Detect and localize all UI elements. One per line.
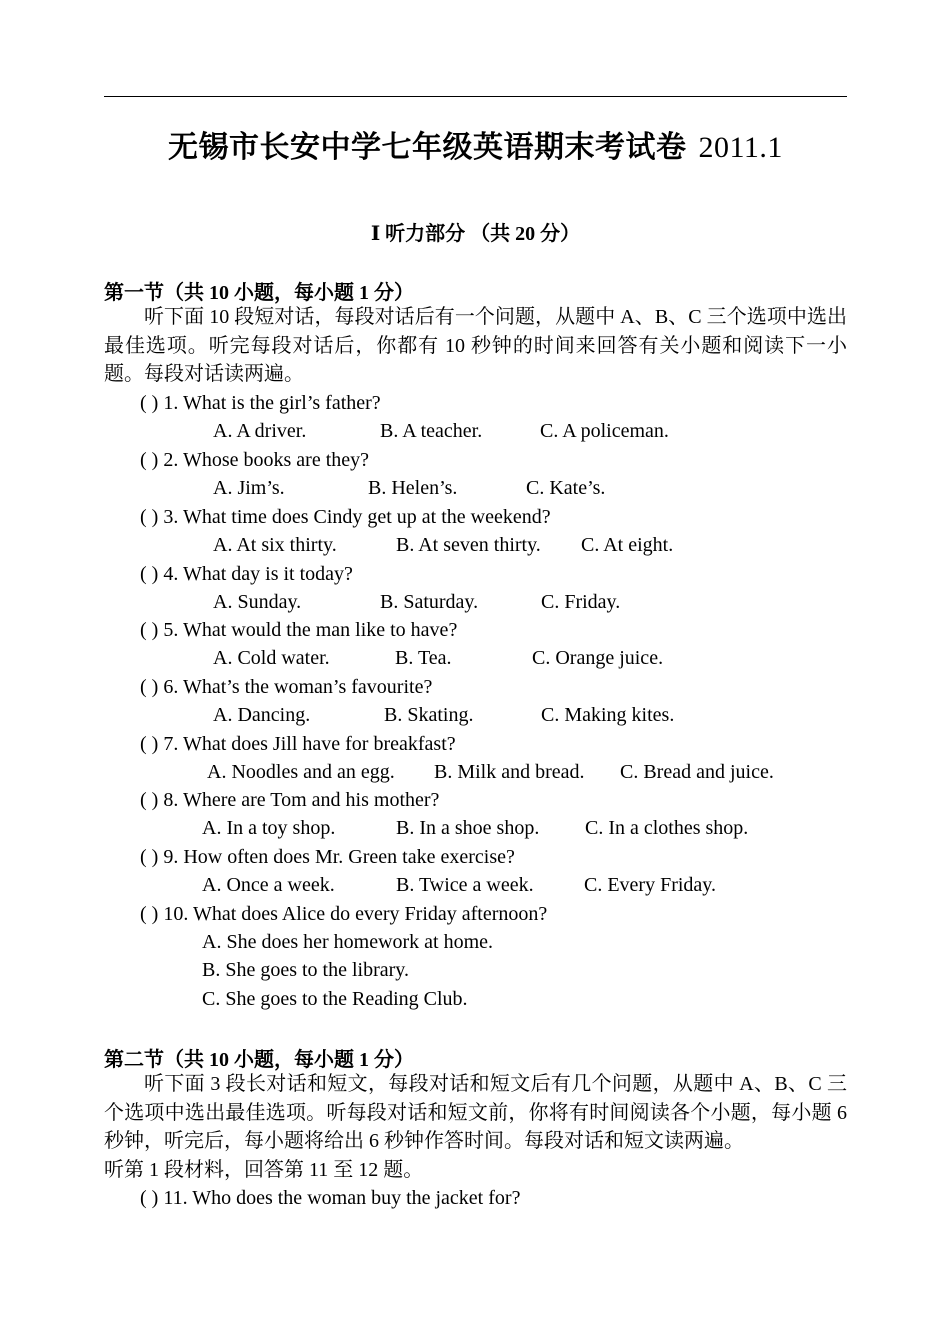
option-a: A. Sunday. xyxy=(213,591,302,613)
option-a: A. She does her homework at home. xyxy=(202,931,494,953)
option-b: B. Skating. xyxy=(384,704,474,726)
section-heading: 第一节（共 10 小题，每小题 1 分） xyxy=(104,282,414,304)
option-a: A. At six thirty. xyxy=(213,534,337,556)
material-note: 听第 1 段材料，回答第 11 至 12 题。 xyxy=(104,1159,424,1181)
option-b: B. Twice a week. xyxy=(396,874,534,896)
option-c: C. Kate’s. xyxy=(526,477,606,499)
option-a: A. Cold water. xyxy=(213,647,330,669)
option-c: C. Every Friday. xyxy=(584,874,717,896)
section-instructions: 听下面 10 段短对话，每段对话后有一个问题，从题中 A、B、C 三个选项中选出最佳选项。听完每段对话后，你都有 10 秒钟的时间来回答有关小题和阅读下一小题。每段对话读两遍。 xyxy=(104,306,847,385)
section-heading: 第二节（共 10 小题，每小题 1 分） xyxy=(104,1049,414,1071)
question-stem: ( ) 6. What’s the woman’s favourite? xyxy=(140,676,433,698)
option-b: B. At seven thirty. xyxy=(396,534,541,556)
option-c: C. Friday. xyxy=(541,591,621,613)
question-stem: ( ) 10. What does Alice do every Friday afternoon? xyxy=(140,903,548,925)
option-c: C. Bread and juice. xyxy=(620,761,774,783)
option-b: B. Saturday. xyxy=(380,591,479,613)
question-stem: ( ) 5. What would the man like to have? xyxy=(140,619,458,641)
question-stem: ( ) 4. What day is it today? xyxy=(140,563,353,585)
option-a: A. Once a week. xyxy=(202,874,335,896)
option-c: C. Making kites. xyxy=(541,704,675,726)
option-b: B. Tea. xyxy=(395,647,452,669)
section-instructions: 听下面 3 段长对话和短文，每段对话和短文后有几个问题，从题中 A、B、C 三个选项中选出最佳选项。听每段对话和短文前，你将有时间阅读各个小题，每小题 6 秒钟，听完后，每小题将给出 6 秒钟作答时间。每段对话和短文读两遍。 xyxy=(104,1073,847,1152)
question-stem: ( ) 11. Who does the woman buy the jacket for? xyxy=(140,1187,521,1209)
option-a: A. In a toy shop. xyxy=(202,817,336,839)
option-a: A. Jim’s. xyxy=(213,477,285,499)
option-c: C. Orange juice. xyxy=(532,647,664,669)
option-a: A. Noodles and an egg. xyxy=(207,761,395,783)
option-a: A. Dancing. xyxy=(213,704,311,726)
question-stem: ( ) 9. How often does Mr. Green take exercise? xyxy=(140,846,515,868)
question-stem: ( ) 1. What is the girl’s father? xyxy=(140,392,381,414)
question-stem: ( ) 7. What does Jill have for breakfast? xyxy=(140,733,456,755)
part-heading: Ⅰ 听力部分 （共 20 分） xyxy=(370,223,581,245)
option-b: B. Helen’s. xyxy=(368,477,458,499)
question-stem: ( ) 8. Where are Tom and his mother? xyxy=(140,789,440,811)
header-rule xyxy=(104,96,847,97)
question-stem: ( ) 2. Whose books are they? xyxy=(140,449,370,471)
option-b: B. A teacher. xyxy=(380,420,483,442)
option-c: C. She goes to the Reading Club. xyxy=(202,988,468,1010)
option-c: C. In a clothes shop. xyxy=(585,817,749,839)
exam-title xyxy=(104,122,847,166)
option-b: B. Milk and bread. xyxy=(434,761,585,783)
option-a: A. A driver. xyxy=(213,420,307,442)
option-b: B. In a shoe shop. xyxy=(396,817,540,839)
exam-year: 2011.1 xyxy=(698,131,783,164)
option-b: B. She goes to the library. xyxy=(202,959,410,981)
option-c: C. A policeman. xyxy=(540,420,669,442)
exam-title-text: 无锡市长安中学七年级英语期末考试卷 xyxy=(168,131,687,164)
option-c: C. At eight. xyxy=(581,534,674,556)
question-stem: ( ) 3. What time does Cindy get up at the weekend? xyxy=(140,506,551,528)
